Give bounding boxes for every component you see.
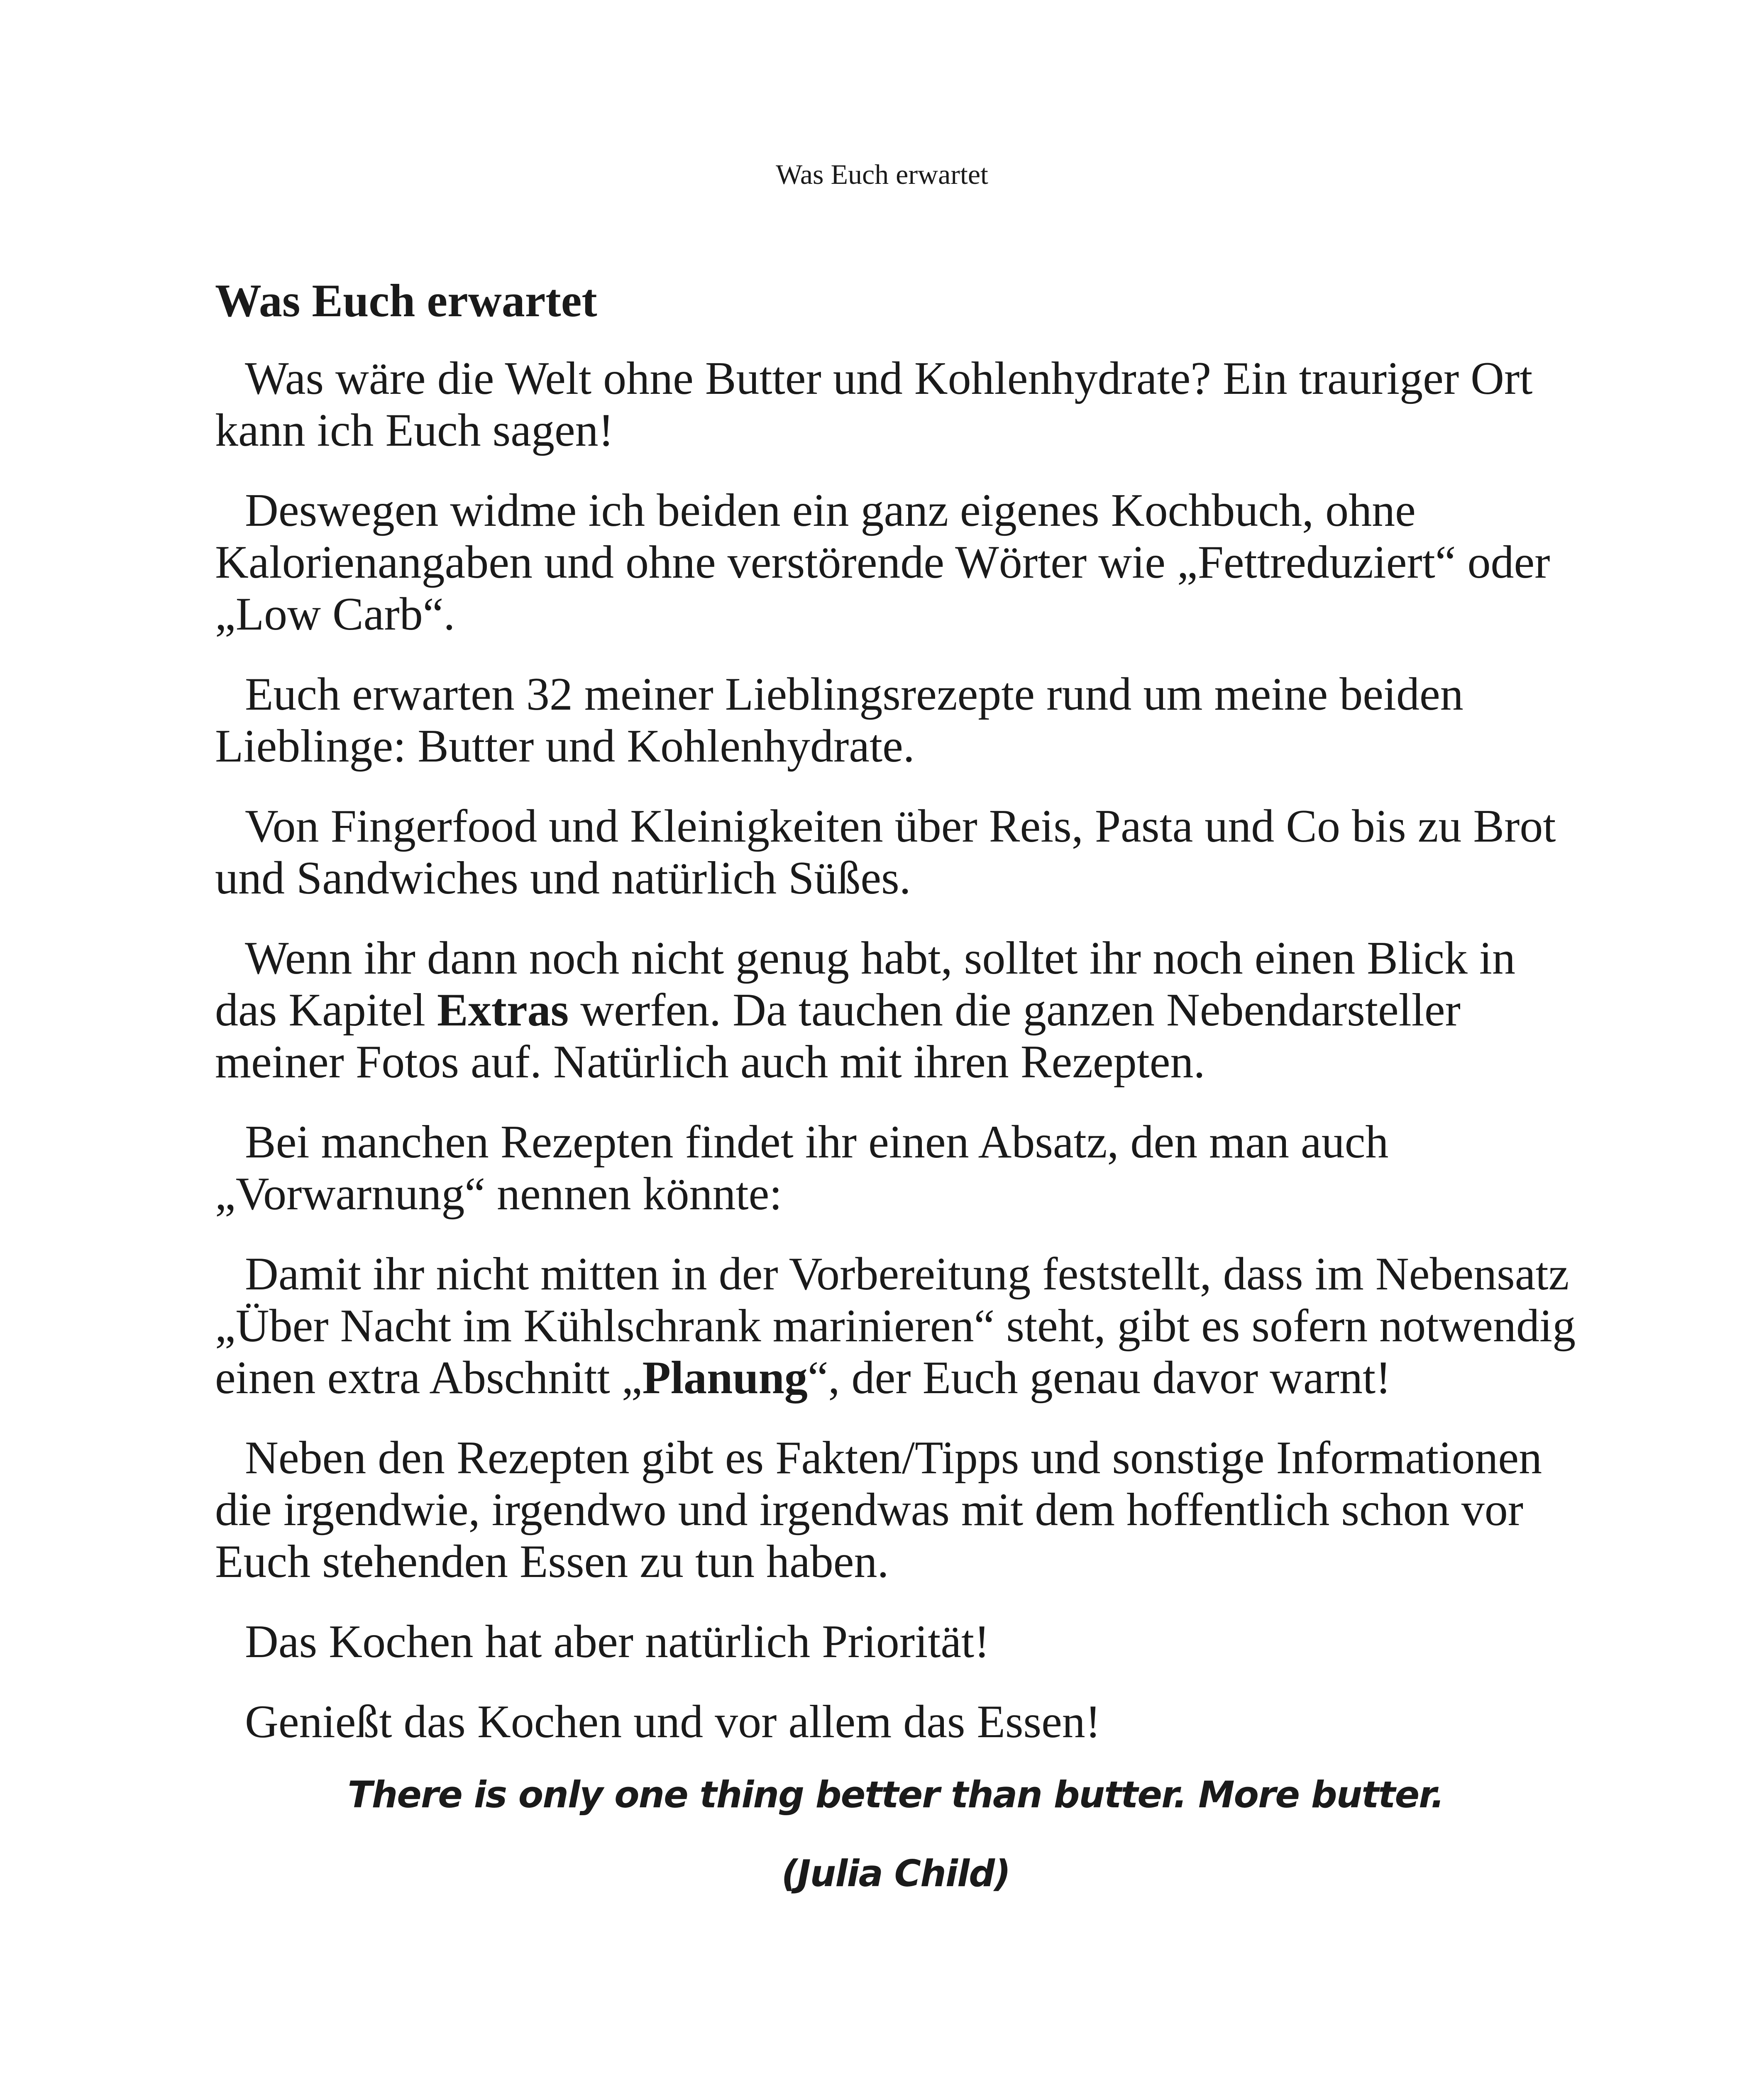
paragraph-intro: Was wäre die Welt ohne Butter und Kohlenhydrate? Ein trauriger Ort kann ich Euch sagen! bbox=[215, 353, 1533, 456]
planning-section-name: Planung bbox=[642, 1352, 808, 1404]
quote-text: There is only one thing better than butter. More butter. bbox=[347, 1773, 1444, 1816]
paragraph-planning-text-before: Damit ihr nicht mitten in der Vorbereitung feststellt, dass im Nebensatz „Über Nacht im Kühlschrank marinieren“ steht, gibt es sofern notwendig einen extra Abschnitt „ bbox=[215, 1248, 1576, 1404]
paragraph-planning bbox=[215, 1248, 1576, 1404]
paragraph-extras-text-after: werfen. Da tauchen die ganzen Nebendarsteller meiner Fotos auf. Natürlich auch mit ihren Rezepten. bbox=[215, 984, 1461, 1088]
quote-author: (Julia Child) bbox=[781, 1852, 1010, 1895]
running-header: Was Euch erwartet bbox=[776, 159, 988, 190]
paragraph-categories: Von Fingerfood und Kleinigkeiten über Reis, Pasta und Co bis zu Brot und Sandwiches und natürlich Süßes. bbox=[215, 801, 1556, 904]
paragraph-enjoy: Genießt das Kochen und vor allem das Essen! bbox=[245, 1696, 1101, 1748]
paragraph-planning-text-after: “, der Euch genau davor warnt! bbox=[807, 1352, 1391, 1404]
paragraph-recipes: Euch erwarten 32 meiner Lieblingsrezepte rund um meine beiden Lieblinge: Butter und Kohlenhydrate. bbox=[215, 669, 1463, 772]
section-title: Was Euch erwartet bbox=[215, 275, 597, 327]
page-content bbox=[215, 274, 1576, 1897]
paragraph-priority: Das Kochen hat aber natürlich Priorität! bbox=[245, 1616, 990, 1667]
paragraph-extras-text-before: Wenn ihr dann noch nicht genug habt, solltet ihr noch einen Blick in das Kapitel bbox=[215, 933, 1515, 1036]
extras-chapter-name: Extras bbox=[437, 984, 569, 1036]
paragraph-warning: Bei manchen Rezepten findet ihr einen Absatz, den man auch „Vorwarnung“ nennen könnte: bbox=[215, 1116, 1389, 1220]
paragraph-cookbook: Deswegen widme ich beiden ein ganz eigenes Kochbuch, ohne Kalorienangaben und ohne verstörende Wörter wie „Fettreduziert“ oder „Low Carb“. bbox=[215, 485, 1550, 640]
paragraph-extras bbox=[215, 933, 1576, 1088]
paragraph-facts: Neben den Rezepten gibt es Fakten/Tipps und sonstige Informationen die irgendwie, irgendwo und irgendwas mit dem hoffentlich schon vor Euch stehenden Essen zu tun haben. bbox=[215, 1432, 1542, 1587]
